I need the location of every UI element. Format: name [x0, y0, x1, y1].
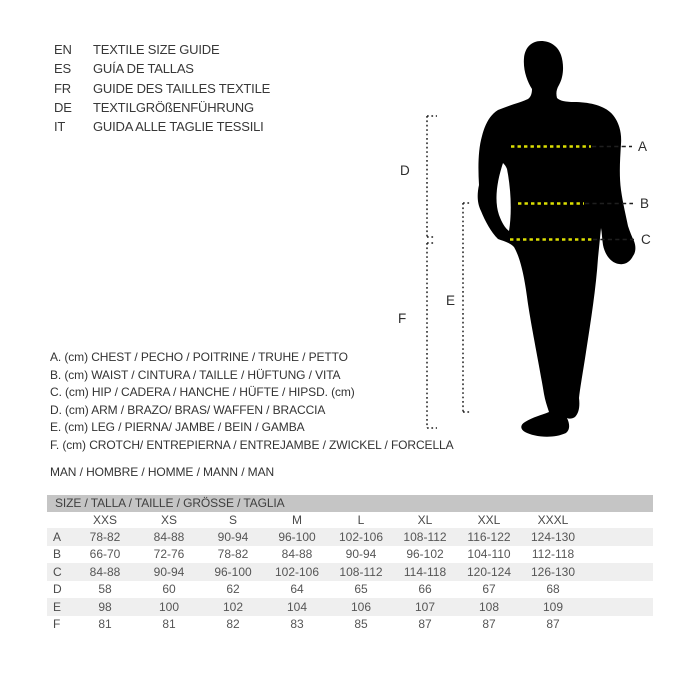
cell: 108-112	[339, 564, 383, 579]
cell: 100	[158, 599, 180, 614]
cell: 58	[98, 582, 112, 597]
language-title: TEXTILGRÖßENFÜHRUNG	[93, 99, 254, 115]
size-table	[47, 495, 653, 633]
measurement-line-waist: B. (cm) WAIST / CINTURA / TAILLE / HÜFTUNG / VITA	[50, 367, 341, 382]
column-header-l: L	[357, 513, 365, 527]
cell: 78-82	[217, 547, 249, 562]
cell: 109	[542, 599, 564, 614]
figure-label-hip: C	[641, 232, 651, 247]
cell: 104	[286, 599, 308, 614]
cell: 81	[162, 617, 176, 632]
row-label: B	[53, 547, 62, 562]
cell: 116-122	[467, 529, 511, 544]
cell: 81	[98, 617, 112, 632]
language-code: ES	[54, 61, 71, 77]
cell: 66	[418, 582, 432, 597]
cell: 87	[546, 617, 560, 632]
measurement-line-chest: A. (cm) CHEST / PECHO / POITRINE / TRUHE / PETTO	[50, 350, 348, 364]
cell: 87	[418, 617, 432, 632]
row-label: C	[53, 564, 62, 579]
language-code: IT	[54, 119, 66, 135]
column-header-xxs: XXS	[92, 513, 117, 527]
size-table-columns-row	[47, 512, 653, 528]
table-row-b	[47, 546, 653, 564]
cell: 102-106	[338, 529, 384, 544]
figure-label-crotch: F	[398, 311, 407, 326]
column-header-xxxl: XXXL	[537, 513, 569, 527]
cell: 68	[546, 582, 560, 597]
cell: 104-110	[467, 547, 511, 562]
language-title: GUÍA DE TALLAS	[93, 61, 194, 77]
cell: 102	[222, 599, 244, 614]
measurement-line-leg: E. (cm) LEG / PIERNA/ JAMBE / BEIN / GAMBA	[50, 420, 305, 434]
cell: 108-112	[403, 529, 447, 544]
language-title: GUIDE DES TAILLES TEXTILE	[93, 80, 271, 96]
cell: 114-118	[403, 564, 447, 579]
cell: 84-88	[153, 529, 185, 544]
cell: 108	[478, 599, 500, 614]
cell: 106	[350, 599, 372, 614]
figure-label-arm: D	[400, 163, 410, 178]
language-code: FR	[54, 80, 71, 96]
cell: 84-88	[89, 564, 121, 579]
cell: 83	[290, 617, 304, 632]
cell: 98	[98, 599, 112, 614]
cell: 96-102	[406, 547, 444, 562]
cell: 124-130	[530, 529, 576, 544]
cell: 60	[162, 582, 176, 597]
table-row-c	[47, 563, 653, 581]
cell: 90-94	[153, 564, 185, 579]
cell: 107	[414, 599, 436, 614]
row-label: F	[53, 617, 61, 632]
column-header-xl: XL	[417, 513, 433, 527]
figure-label-chest: A	[638, 139, 648, 154]
cell: 90-94	[345, 547, 377, 562]
language-title: GUIDA ALLE TAGLIE TESSILI	[93, 119, 264, 135]
cell: 87	[482, 617, 496, 632]
cell: 90-94	[217, 529, 249, 544]
column-header-xs: XS	[160, 513, 177, 527]
cell: 66-70	[89, 547, 121, 562]
gender-line: MAN / HOMBRE / HOMME / MANN / MAN	[50, 465, 275, 479]
column-header-xxl: XXL	[477, 513, 501, 527]
row-label: A	[53, 529, 62, 544]
figure-label-leg: E	[446, 293, 456, 308]
table-row-a	[47, 528, 653, 546]
cell: 96-100	[278, 529, 316, 544]
row-label: E	[53, 599, 62, 614]
measurement-line-crotch: F. (cm) CROTCH/ ENTREPIERNA / ENTREJAMBE / ZWICKEL / FORCELLA	[50, 437, 454, 452]
cell: 112-118	[531, 547, 575, 562]
size-table-header-band: SIZE / TALLA / TAILLE / GRÖSSE / TAGLIA	[47, 495, 653, 512]
column-header-s: S	[228, 513, 237, 527]
cell: 120-124	[466, 564, 512, 579]
measurement-line-hip: C. (cm) HIP / CADERA / HANCHE / HÜFTE / HIPSD. (cm)	[50, 385, 355, 399]
table-row-e	[47, 598, 653, 616]
measurement-line-arm: D. (cm) ARM / BRAZO/ BRAS/ WAFFEN / BRACCIA	[50, 402, 326, 417]
measurement-legend	[50, 349, 454, 454]
language-title: TEXTILE SIZE GUIDE	[93, 42, 220, 57]
table-row-f	[47, 616, 653, 634]
cell: 67	[482, 582, 496, 597]
cell: 126-130	[530, 564, 576, 579]
language-code: DE	[54, 99, 72, 115]
column-header-m: M	[292, 513, 302, 527]
cell: 78-82	[89, 529, 121, 544]
figure-label-waist: B	[640, 196, 650, 211]
cell: 82	[226, 617, 240, 632]
cell: 84-88	[281, 547, 313, 562]
language-code: EN	[54, 42, 72, 57]
cell: 62	[226, 582, 240, 597]
cell: 64	[290, 582, 304, 597]
cell: 65	[354, 582, 368, 597]
cell: 72-76	[153, 547, 185, 562]
cell: 102-106	[274, 564, 320, 579]
cell: 96-100	[214, 564, 252, 579]
cell: 85	[354, 617, 368, 632]
row-label: D	[53, 582, 62, 597]
table-row-d	[47, 581, 653, 599]
